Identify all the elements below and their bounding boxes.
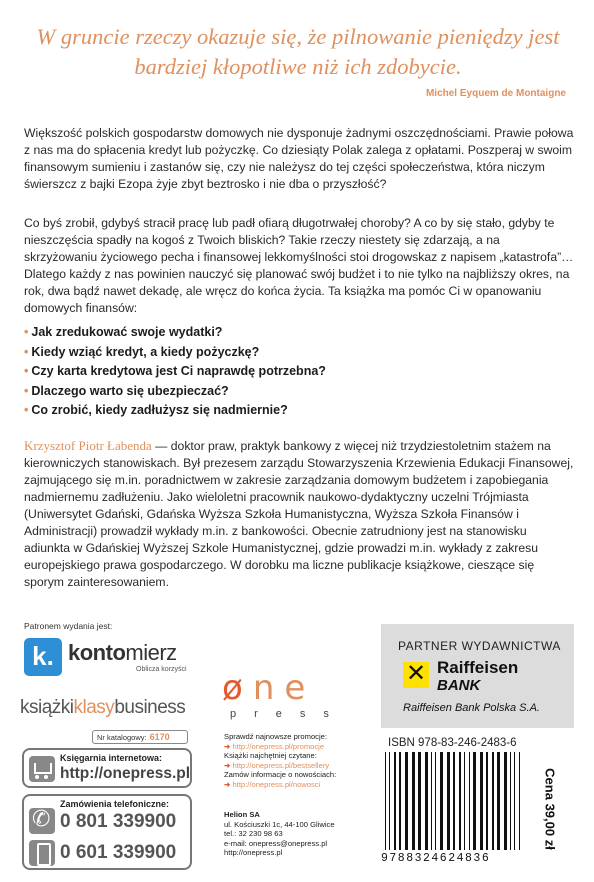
barcode-bar [431,752,432,850]
bank-name: Raiffeisen [437,658,519,677]
bullet-icon: • [24,383,29,398]
arrow-bullet-icon: ➜ [224,779,233,789]
barcode-bar [504,752,507,850]
barcode [381,752,529,852]
series-logo: książkiklasybusiness [20,697,186,718]
kontomierz-tagline: Oblicza korzyści [136,666,187,673]
arrow-bullet-icon: ➜ [224,741,233,751]
bullet-icon: • [24,325,29,339]
barcode-bar [480,752,483,850]
phone-orders-label: Zamówienia telefoniczne: [60,799,170,809]
list-item: • Dlaczego warto się ubezpieczać? [24,383,229,398]
kontomierz-icon: k. [24,638,62,676]
barcode-bar [464,752,465,850]
barcode-bar [469,752,470,850]
barcode-bar [447,752,450,850]
barcode-bar [486,752,488,850]
arrow-bullet-icon: ➜ [224,760,233,770]
author-name: Krzysztof Piotr Łabenda [24,438,152,453]
bank-word: BANK [437,677,481,694]
onepress-subtitle: press [230,708,347,720]
store-label: Księgarnia internetowa: [60,753,163,763]
partner-box [381,624,574,728]
barcode-bar [440,752,443,850]
list-item: • Jak zredukować swoje wydatki? [24,325,223,339]
list-item: • Co zrobić, kiedy zadłużysz się nadmiernie? [24,403,288,417]
intro-paragraph-1: Większość polskich gospodarstw domowych nie dysponuje żadnymi oszczędnościami. Prawie połowa z nas ma do spłacenia kredyt lub pożyczkę. Co dziesiąty Polak zalega z opłatami. Poszperaj w swoim finansowym sumieniu i zastanów się, czy nie należysz do tej części społeczeństwa, która niczym świerszcz z bajki Ezopa żyje zbyt beztrosko i nie dba o przyszłość? [24,126,574,191]
barcode-bar [453,752,455,850]
bullet-icon: • [24,344,29,359]
kontomierz-wordmark: kontomierz [68,640,177,665]
bullet-icon: • [24,364,29,378]
isbn-label: ISBN 978-83-246-2483-6 [388,737,517,749]
patron-label: Patronem wydania jest: [24,621,113,631]
barcode-bar [497,752,500,850]
telephone-icon [29,808,55,834]
mobile-number: 0 601 339900 [60,842,177,863]
barcode-bar [418,752,421,850]
raiffeisen-logo-icon [403,662,429,688]
barcode-bar [399,752,401,850]
barcode-bar [385,752,386,850]
barcode-bar [514,752,515,850]
bullet-icon: • [24,403,29,417]
news-link[interactable]: http://onepress.pl/nowosci [232,779,321,789]
landline-number: 0 801 339900 [60,811,177,832]
price-tag: Cena 39,00 zł [542,768,558,850]
barcode-bar [389,752,390,850]
intro-paragraph-2: Co byś zrobił, gdybyś stracił pracę lub padł ofiarą długotrwałej choroby? A co by się stało, gdyby te nieszczęścia spadły na kogoś z Twoich bliskich? Takie rzeczy niestety się zdarzają, a na skrzyżowaniu życiowego pecha i finansowej lekkomyślności stoi drogowskaz z napisem „katastrofa”… Dlatego każdy z nas powinien nauczyć się planować swój budżet i to nie tylko na najbliższy okres, na rok, dwa bądź nawet dekadę, ale wręcz do końca życia. Ta książka ma pomóc Ci w opanowaniu domowych finansów: [24,216,574,315]
promo-links: Sprawdź najnowsze promocje: ➜ http://onepress.pl/promocje Książki najchętniej czytane: ➜ http://onepress.pl/bestsellery Zamów informacje o nowościach: ➜ http://onepress.pl/nowosci [224,732,337,789]
epigraph-author: Michel Eyquem de Montaigne [425,88,566,99]
barcode-bar [510,752,511,850]
barcode-bar [412,752,415,850]
partner-title: PARTNER WYDAWNICTWA [398,639,561,653]
bank-full-name: Raiffeisen Bank Polska S.A. [403,702,540,714]
bestseller-link[interactable]: http://onepress.pl/bestsellery [232,760,330,770]
author-bio-text: — doktor praw, praktyk bankowy z więcej niż trzydziestoletnim stażem na kierowniczych stanowiskach. Był prezesem zarządu Stowarzyszenia Krzewienia Edukacji Finansowej, zajmującego się m.in. poradnictwem w zakresie zarządzania domowym budżetem i zapobiegania nadmiernemu zadłużeniu. Jako wieloletni pracownik naukowo-dydaktyczny uczelni Trójmiasta (Uniwersytet Gdański, Gdańska Wyższa Szkoła Humanistyczna, Wyższa Szkoła Finansów i Administracji) prowadził wykłady m.in. z bankowości. Obecnie zatrudniony jest na stanowisku adiunkta w Gdańskiej Wyższej Szkole Humanistycznej, gdzie prowadzi m.in. wykłady z zakresu europejskiego prawa gospodarczego. W dorobku ma liczne publikacje książkowe, cieszące się sporym zainteresowaniem. [24,439,574,589]
mobile-phone-icon [29,840,55,866]
kontomierz-logo [24,636,194,682]
phone-orders-box [22,794,192,870]
store-url[interactable]: http://onepress.pl [60,765,191,782]
shopping-cart-icon [29,756,55,782]
barcode-bar [435,752,436,850]
barcode-bar [519,752,520,850]
question-list [24,323,574,421]
barcode-bar [473,752,476,850]
list-item: • Kiedy wziąć kredyt, a kiedy pożyczkę? [24,344,260,359]
barcode-digits: 9788324624836 [381,852,491,865]
barcode-bar [405,752,408,850]
barcode-bar [492,752,494,850]
author-bio [24,437,574,591]
barcode-bar [394,752,396,850]
epigraph-quote: W gruncie rzeczy okazuje się, że pilnowanie pieniędzy jest bardziej kłopotliwe niż ich zdobycie. [36,24,560,79]
barcode-bar [459,752,461,850]
onepress-wordmark: øne [222,668,316,708]
promo-link[interactable]: http://onepress.pl/promocje [232,741,325,751]
publisher-address: Helion SA ul. Kościuszki 1c, 44-100 Gliwice tel.: 32 230 98 63 e-mail: onepress@onepress.pl http://onepress.pl [224,810,335,858]
list-item: • Czy karta kredytowa jest Ci naprawdę potrzebna? [24,364,326,378]
online-store-box [22,748,192,788]
catalog-number-badge: Nr katalogowy: 6170 [92,730,188,744]
onepress-logo [222,668,358,728]
barcode-bar [425,752,428,850]
